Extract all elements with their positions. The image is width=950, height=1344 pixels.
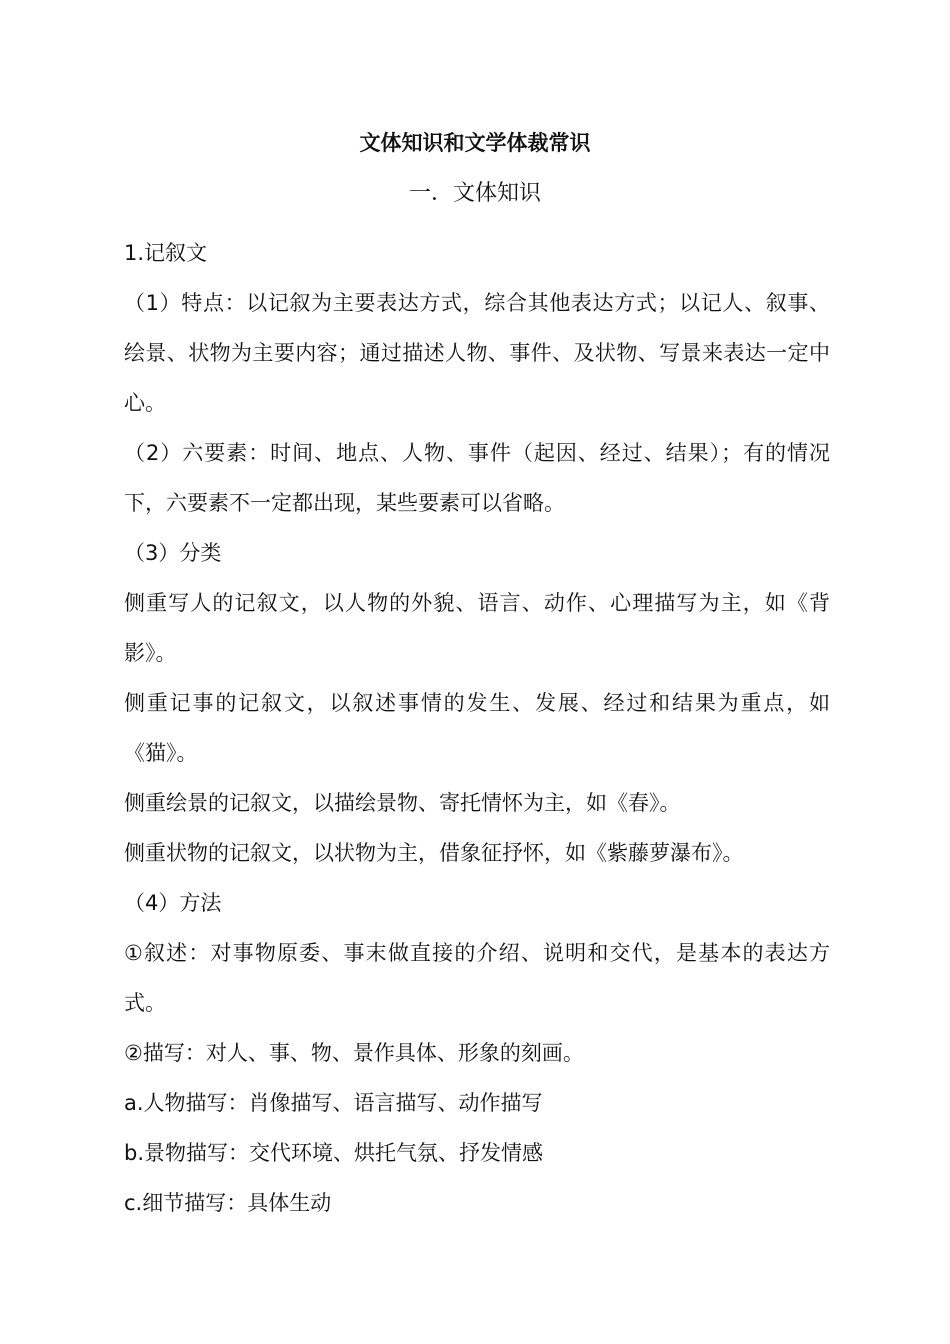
- document-title: 文体知识和文学体裁常识: [359, 131, 591, 155]
- paragraph-focus-people: 侧重写人的记叙文，以人物的外貌、语言、动作、心理描写为主，如《背影》。: [124, 591, 830, 665]
- paragraph-classification: （3）分类: [124, 541, 222, 565]
- document-body: [124, 228, 830, 1228]
- paragraph-narration: ①叙述：对事物原委、事末做直接的介绍、说明和交代，是基本的表达方式。: [124, 941, 830, 1015]
- paragraph-focus-objects: 侧重状物的记叙文，以状物为主，借象征抒怀，如《紫藤萝瀑布》。: [124, 841, 744, 865]
- paragraph-six-elements: （2）六要素：时间、地点、人物、事件（起因、经过、结果）；有的情况下，六要素不一定都出现，某些要素可以省略。: [124, 441, 830, 515]
- paragraph-detail-description: c.细节描写：具体生动: [124, 1191, 332, 1215]
- paragraph-focus-events: 侧重记事的记叙文，以叙述事情的发生、发展、经过和结果为重点，如《猫》。: [124, 691, 830, 765]
- paragraph-character-description: a.人物描写：肖像描写、语言描写、动作描写: [124, 1091, 543, 1115]
- paragraph-focus-scenery: 侧重绘景的记叙文，以描绘景物、寄托情怀为主，如《春》。: [124, 791, 681, 815]
- heading-narrative-essay: 1.记叙文: [124, 241, 208, 265]
- paragraph-characteristics: （1）特点：以记叙为主要表达方式，综合其他表达方式；以记人、叙事、绘景、状物为主要内容；通过描述人物、事件、及状物、写景来表达一定中心。: [124, 291, 830, 415]
- paragraph-methods: （4）方法: [124, 891, 222, 915]
- paragraph-scenery-description: b.景物描写：交代环境、烘托气氛、抒发情感: [124, 1141, 544, 1165]
- section-heading: 一．文体知识: [408, 181, 541, 206]
- paragraph-description: ②描写：对人、事、物、景作具体、形象的刻画。: [124, 1041, 584, 1065]
